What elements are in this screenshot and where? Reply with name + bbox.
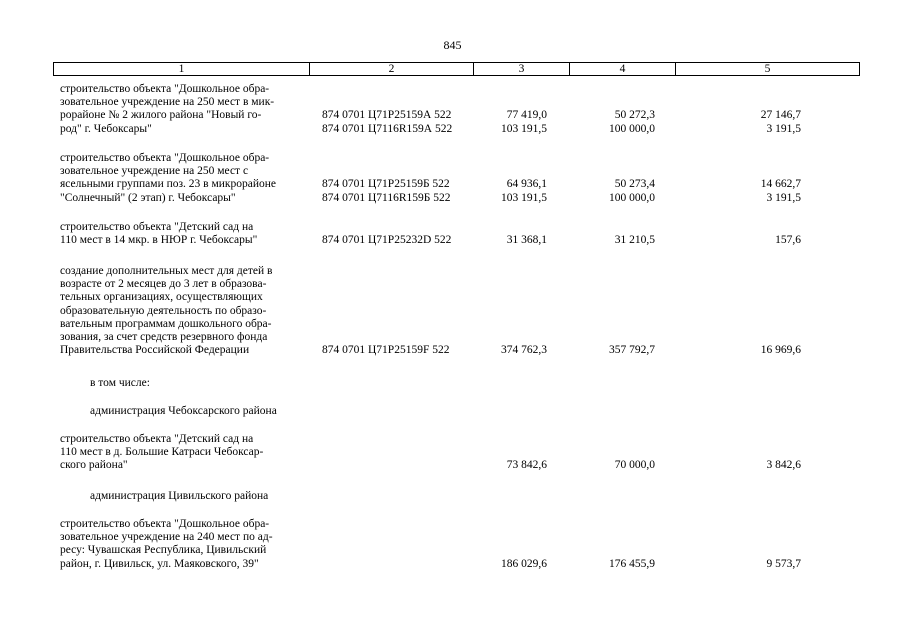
col3-value: 64 936,1 [506,178,547,191]
col5-value: 9 573,7 [766,557,801,570]
row-description: строительство объекта "Детский сад на 110 мест в д. Большие Катраси Чебоксар- ского района" [60,433,264,472]
col3-value: 73 842,6 [506,459,547,472]
budget-code: 874 0701 Ц71P25159Б 522 [322,178,450,191]
row-description: строительство объекта "Дошкольное обра- зовательное учреждение на 250 мест в мик- рорайоне № 2 жилого района "Новый го- род" г. Чебоксары" [60,83,275,135]
header-col-2: 2 [309,62,474,76]
row-description: создание дополнительных мест для детей в возрасте от 2 месяцев до 3 лет в образова- тельных организациях, осуществляющих образовательную деятельность по образо- вательным программам дошкольного обра- зования, за счет средств резервного фонда Правительства Российской Федерации [60,265,273,357]
budget-code: 874 0701 Ц71P25159А 522 [322,109,452,122]
header-col-5: 5 [675,62,860,76]
col4-value: 31 210,5 [614,234,655,247]
col5-value: 3 191,5 [766,122,801,135]
row-description: строительство объекта "Детский сад на 110 мест в 14 мкр. в НЮР г. Чебоксары" [60,221,258,247]
col5-value: 16 969,6 [760,344,801,357]
col5-value: 157,6 [775,234,801,247]
col5-value: 3 842,6 [766,459,801,472]
row-description: строительство объекта "Дошкольное обра- зовательное учреждение на 240 мест по ад- ресу: Чувашская Республика, Цивильский район, г. Цивильск, ул. Маяковского, 39" [60,518,273,570]
section-label-cheboksary: администрация Чебоксарского района [90,405,277,417]
col3-value: 103 191,5 [501,122,547,135]
col3-value: 103 191,5 [501,191,547,204]
col3-value: 374 762,3 [501,344,547,357]
col4-value: 100 000,0 [609,122,655,135]
col4-value: 50 273,4 [614,178,655,191]
col5-value: 14 662,7 [760,178,801,191]
budget-code: 874 0701 Ц7116R159Б 522 [322,191,451,204]
budget-code: 874 0701 Ц7116R159А 522 [322,122,453,135]
including-label: в том числе: [90,377,150,389]
section-label-tsivilsk: администрация Цивильского района [90,490,269,502]
col3-value: 31 368,1 [506,234,547,247]
row-description: строительство объекта "Дошкольное обра- зовательное учреждение на 250 мест с ясельными группами поз. 23 в микрорайоне "Солнечный" (2 этап) г. Чебоксары" [60,152,277,204]
header-col-1: 1 [53,62,310,76]
budget-code: 874 0701 Ц71P25159F 522 [322,344,450,357]
col4-value: 100 000,0 [609,191,655,204]
col3-value: 186 029,6 [501,557,547,570]
col4-value: 176 455,9 [609,557,655,570]
col5-value: 27 146,7 [760,109,801,122]
budget-code: 874 0701 Ц71P25232D 522 [322,234,452,247]
col5-value: 3 191,5 [766,191,801,204]
page-number: 845 [443,38,462,52]
col4-value: 70 000,0 [614,459,655,472]
col3-value: 77 419,0 [506,109,547,122]
header-col-4: 4 [569,62,676,76]
col4-value: 357 792,7 [609,344,655,357]
col4-value: 50 272,3 [614,109,655,122]
header-col-3: 3 [473,62,570,76]
